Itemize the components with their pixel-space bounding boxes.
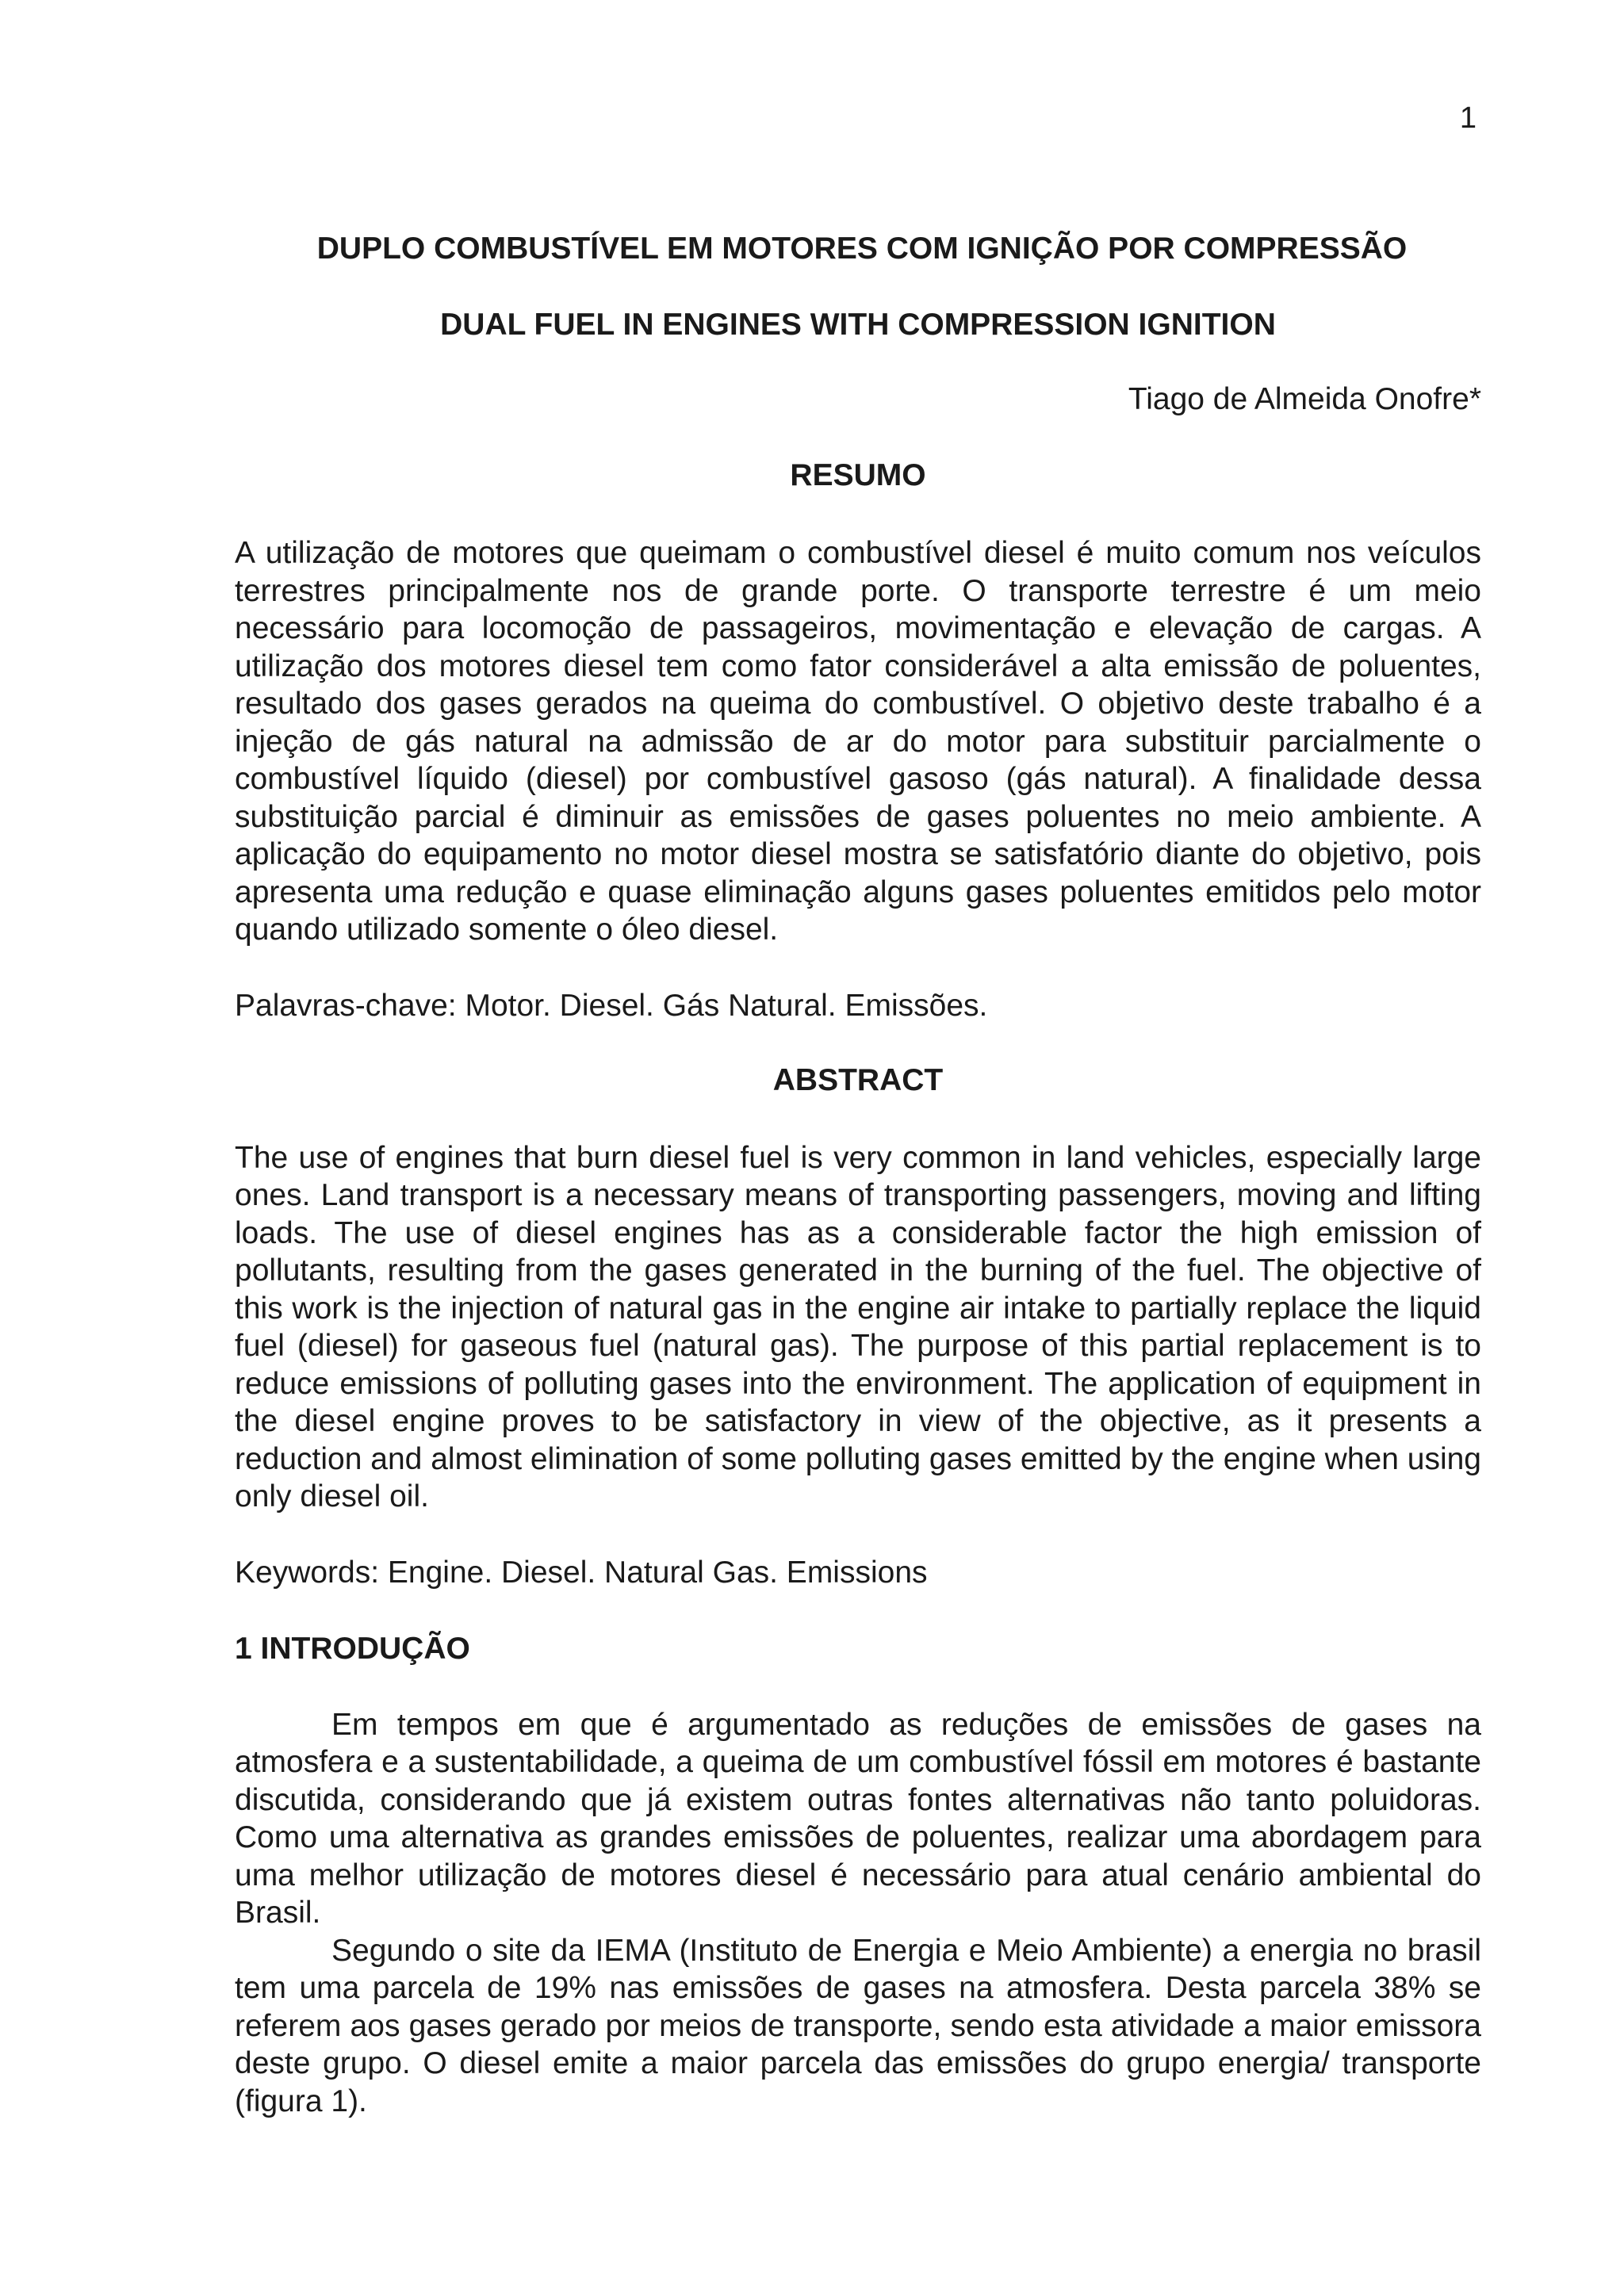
abstract-heading: ABSTRACT <box>772 1062 944 1097</box>
introduction-paragraph-2: Segundo o site da IEMA (Instituto de Energia e Meio Ambiente) a energia no brasil tem uma parcela de 19% nas emissões de gases na atmosfera. Desta parcela 38% se referem aos gases gerado por meios de transporte, sendo esta atividade a maior emissora deste grupo. O diesel emite a maior parcela das emissões do grupo energia/ transporte (figura 1). <box>235 1933 1481 2118</box>
document-body <box>235 230 1481 2120</box>
resumo-text: A utilização de motores que queimam o combustível diesel é muito comum nos veículos terrestres principalmente nos de grande porte. O transporte terrestre é um meio necessário para locomoção de passageiros, movimentação e elevação de cargas. A utilização dos motores diesel tem como fator considerável a alta emissão de poluentes, resultado dos gases gerados na queima do combustível. O objetivo deste trabalho é a injeção de gás natural na admissão de ar do motor para substituir parcialmente o combustível líquido (diesel) por combustível gasoso (gás natural). A finalidade dessa substituição parcial é diminuir as emissões de gases poluentes no meio ambiente. A aplicação do equipamento no motor diesel mostra se satisfatório diante do objetivo, pois apresenta uma redução e quase eliminação alguns gases poluentes emitidos pelo motor quando utilizado somente o óleo diesel. <box>235 536 1481 947</box>
introduction-heading: 1 INTRODUÇÃO <box>235 1631 470 1666</box>
author-name: Tiago de Almeida Onofre* <box>1128 382 1481 416</box>
abstract-text: The use of engines that burn diesel fuel is very common in land vehicles, especially large ones. Land transport is a necessary means of transporting passengers, moving and lifting loads. The use of diesel engines has as a considerable factor the high emission of pollutants, resulting from the gases generated in the burning of the fuel. The objective of this work is the injection of natural gas in the engine air intake to partially replace the liquid fuel (diesel) for gaseous fuel (natural gas). The purpose of this partial replacement is to reduce emissions of polluting gases into the environment. The application of equipment in the diesel engine proves to be satisfactory in view of the objective, as it presents a reduction and almost elimination of some polluting gases emitted by the engine when using only diesel oil. <box>235 1140 1481 1513</box>
resumo-heading: RESUMO <box>790 458 926 492</box>
introduction-paragraph-1: Em tempos em que é argumentado as reduções de emissões de gases na atmosfera e a sustentabilidade, a queima de um combustível fóssil em motores é bastante discutida, considerando que já existem outras fontes alternativas não tanto poluidoras. Como uma alternativa as grandes emissões de poluentes, realizar uma abordagem para uma melhor utilização de motores diesel é necessário para atual cenário ambiental do Brasil. <box>235 1707 1481 1930</box>
palavras-chave: Palavras-chave: Motor. Diesel. Gás Natural. Emissões. <box>235 988 988 1023</box>
keywords: Keywords: Engine. Diesel. Natural Gas. Emissions <box>235 1555 928 1590</box>
page-number: 1 <box>1459 101 1477 135</box>
title-portuguese: DUPLO COMBUSTÍVEL EM MOTORES COM IGNIÇÃO POR COMPRESSÃO <box>316 232 1408 266</box>
title-english: DUAL FUEL IN ENGINES WITH COMPRESSION IGNITION <box>440 308 1276 342</box>
